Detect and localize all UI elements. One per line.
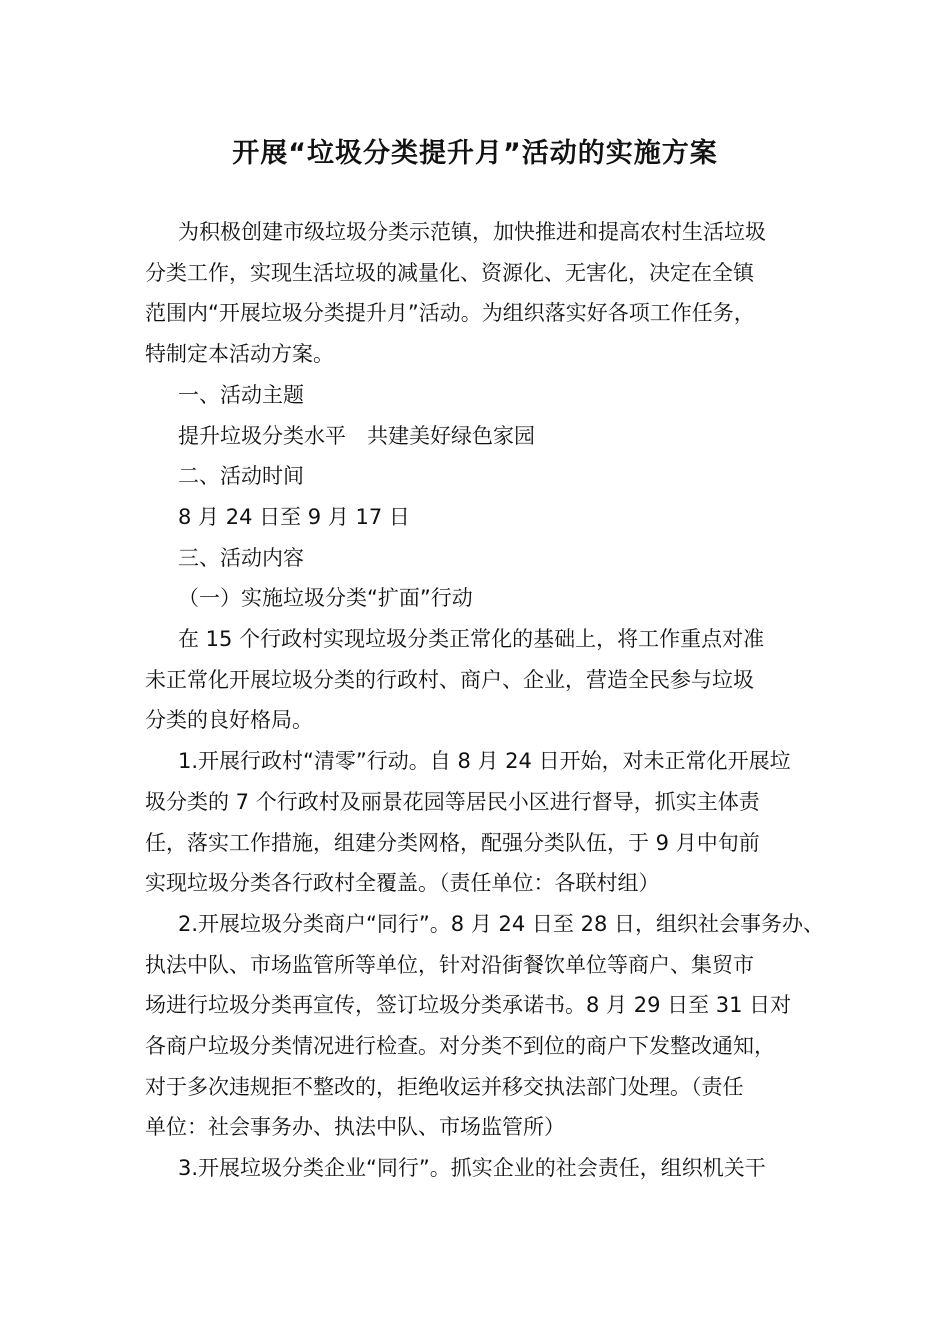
paragraph-line: 实现垃圾分类各行政村全覆盖。（责任单位：各联村组） bbox=[145, 871, 660, 896]
paragraph-line: 各商户垃圾分类情况进行检查。对分类不到位的商户下发整改通知， bbox=[145, 1034, 775, 1059]
document-title: 开展“垃圾分类提升月”活动的实施方案 bbox=[232, 138, 718, 169]
paragraph-line: 未正常化开展垃圾分类的行政村、商户、企业，营造全民参与垃圾 bbox=[145, 667, 754, 692]
paragraph-line: 对于多次违规拒不整改的，拒绝收运并移交执法部门处理。（责任 bbox=[145, 1074, 744, 1099]
section-heading: 二、活动时间 bbox=[178, 464, 304, 489]
paragraph-line: 分类的良好格局。 bbox=[145, 708, 313, 733]
paragraph-line: 8 月 24 日至 9 月 17 日 bbox=[178, 504, 410, 529]
paragraph-line: 分类工作，实现生活垃圾的减量化、资源化、无害化，决定在全镇 bbox=[145, 260, 754, 285]
paragraph-line: 在 15 个行政村实现垃圾分类正常化的基础上，将工作重点对准 bbox=[178, 627, 765, 652]
paragraph-line: 1.开展行政村“清零”行动。自 8 月 24 日开始，对未正常化开展垃 bbox=[178, 749, 791, 774]
subsection-heading: （一）实施垃圾分类“扩面”行动 bbox=[178, 586, 473, 611]
paragraph-line: 范围内“开展垃圾分类提升月”活动。为组织落实好各项工作任务， bbox=[145, 301, 755, 326]
paragraph-line: 任，落实工作措施，组建分类网格，配强分类队伍，于 9 月中旬前 bbox=[145, 830, 760, 855]
document-body bbox=[145, 212, 824, 1189]
paragraph-line: 提升垃圾分类水平 共建美好绿色家园 bbox=[178, 423, 535, 448]
paragraph-line: 场进行垃圾分类再宣传，签订垃圾分类承诺书。8 月 29 日至 31 日对 bbox=[145, 993, 792, 1018]
paragraph-line: 3.开展垃圾分类企业“同行”。抓实企业的社会责任，组织机关干 bbox=[178, 1156, 766, 1181]
section-heading: 一、活动主题 bbox=[178, 382, 304, 407]
paragraph-line: 特制定本活动方案。 bbox=[145, 342, 334, 367]
paragraph-line: 为积极创建市级垃圾分类示范镇，加快推进和提高农村生活垃圾 bbox=[178, 220, 766, 244]
section-heading: 三、活动内容 bbox=[178, 545, 304, 570]
paragraph-line: 圾分类的 7 个行政村及丽景花园等居民小区进行督导，抓实主体责 bbox=[145, 789, 760, 814]
paragraph-line: 2.开展垃圾分类商户“同行”。8 月 24 日至 28 日，组织社会事务办、 bbox=[178, 911, 824, 936]
paragraph-line: 单位：社会事务办、执法中队、市场监管所） bbox=[145, 1115, 565, 1140]
paragraph-line: 执法中队、市场监管所等单位，针对沿街餐饮单位等商户、集贸市 bbox=[145, 952, 754, 977]
